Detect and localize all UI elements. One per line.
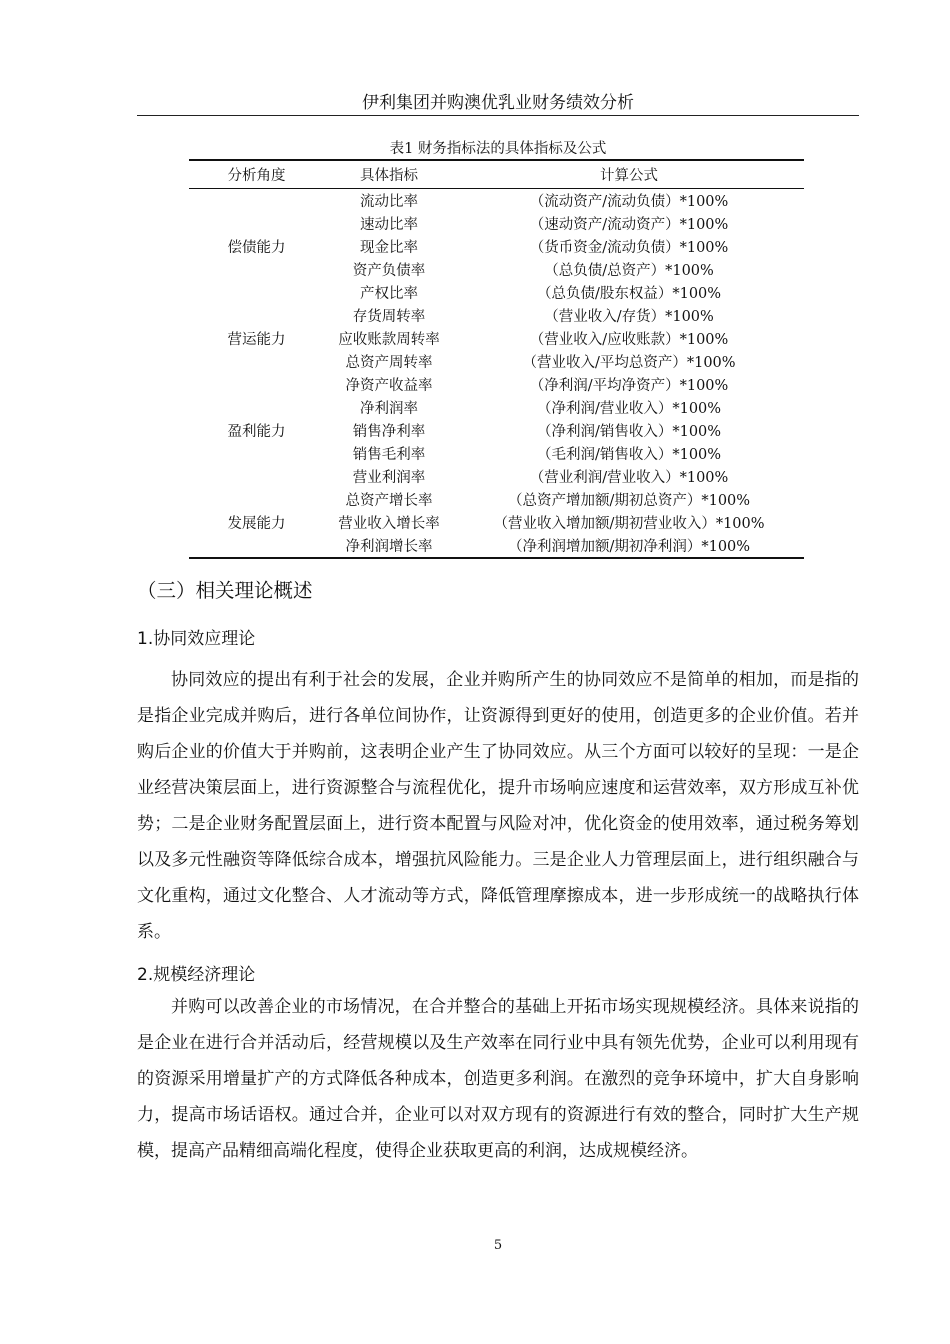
formula-cell: （流动资产/流动负债）*100% (529, 194, 729, 210)
table-header-row (189, 160, 804, 189)
column-header: 具体指标 (324, 160, 454, 189)
formula-cell: （净利润/销售收入）*100% (536, 424, 722, 440)
formula-cell: （净利润/营业收入）*100% (536, 401, 722, 417)
page-number: 5 (493, 1238, 503, 1253)
table-row (189, 189, 804, 213)
indicator-cell: 流动比率 (360, 194, 418, 210)
formula-cell: （营业收入增加额/期初营业收入）*100% (493, 516, 765, 532)
subsection-heading: 1.协同效应理论 (137, 629, 256, 649)
indicator-cell: 净利润率 (360, 401, 418, 417)
formula-cell: （货币资金/流动负债）*100% (529, 240, 729, 256)
running-header: 伊利集团并购澳优乳业财务绩效分析 (362, 93, 634, 113)
indicator-cell: 净利润增长率 (345, 539, 433, 555)
indicator-cell: 销售净利率 (352, 424, 426, 440)
formula-cell: （总负债/股东权益）*100% (536, 286, 722, 302)
indicator-cell: 资产负债率 (352, 263, 426, 279)
indicator-cell: 总资产周转率 (345, 355, 433, 371)
table-row (189, 488, 804, 511)
formula-cell: （毛利润/销售收入）*100% (536, 447, 722, 463)
formula-cell: （净利润增加额/期初净利润）*100% (507, 539, 751, 555)
formula-cell: （速动资产/流动资产）*100% (529, 217, 729, 233)
category-cell: 营运能力 (227, 332, 286, 348)
formula-cell: （总资产增加额/期初总资产）*100% (507, 493, 751, 509)
formula-cell: （营业收入/平均总资产）*100% (522, 355, 736, 371)
formula-cell: （总负债/总资产）*100% (544, 263, 714, 279)
indicator-cell: 现金比率 (360, 240, 418, 256)
financial-indicator-table (189, 159, 804, 559)
formula-cell: （营业利润/营业收入）*100% (529, 470, 729, 486)
indicator-cell: 销售毛利率 (352, 447, 426, 463)
header-rule (137, 115, 859, 116)
indicator-cell: 总资产增长率 (345, 493, 433, 509)
category-cell: 发展能力 (227, 516, 286, 532)
indicator-cell: 营业收入增长率 (338, 516, 440, 532)
indicator-cell: 净资产收益率 (345, 378, 433, 394)
table-body (189, 189, 804, 559)
category-cell: 盈利能力 (227, 424, 286, 440)
section-heading: （三）相关理论概述 (137, 579, 313, 602)
subsection-heading: 2.规模经济理论 (137, 965, 256, 985)
body-paragraph: 协同效应的提出有利于社会的发展，企业并购所产生的协同效应不是简单的相加，而是指的是指企业完成并购后，进行各单位间协作，让资源得到更好的使用，创造更多的企业价值。若并购后企业的价值大于并购前，这表明企业产生了协同效应。从三个方面可以较好的呈现：一是企业经营决策层面上，进行资源整合与流程优化，提升市场响应速度和运营效率，双方形成互补优势；二是企业财务配置层面上，进行资本配置与风险对冲，优化资金的使用效率，通过税务筹划以及多元性融资等降低综合成本，增强抗风险能力。三是企业人力管理层面上，进行组织融合与文化重构，通过文化整合、人才流动等方式，降低管理摩擦成本，进一步形成统一的战略执行体系。 (137, 670, 859, 942)
column-header: 计算公式 (454, 160, 804, 189)
table-caption: 表1 财务指标法的具体指标及公式 (389, 141, 607, 157)
column-header: 分析角度 (189, 160, 324, 189)
table-row (189, 373, 804, 396)
indicator-cell: 速动比率 (360, 217, 418, 233)
formula-cell: （营业收入/应收账款）*100% (529, 332, 729, 348)
indicator-cell: 产权比率 (360, 286, 418, 302)
body-paragraph: 并购可以改善企业的市场情况，在合并整合的基础上开拓市场实现规模经济。具体来说指的是企业在进行合并活动后，经营规模以及生产效率在同行业中具有领先优势，企业可以利用现有的资源采用增量扩产的方式降低各种成本，创造更多利润。在激烈的竞争环境中，扩大自身影响力，提高市场话语权。通过合并，企业可以对双方现有的资源进行有效的整合，同时扩大生产规模，提高产品精细高端化程度，使得企业获取更高的利润，达成规模经济。 (137, 997, 859, 1161)
indicator-cell: 存货周转率 (352, 309, 426, 325)
indicator-cell: 营业利润率 (352, 470, 426, 486)
table-row (189, 304, 804, 327)
formula-cell: （营业收入/存货）*100% (544, 309, 714, 325)
formula-cell: （净利润/平均净资产）*100% (529, 378, 729, 394)
category-cell: 偿债能力 (227, 240, 286, 256)
indicator-cell: 应收账款周转率 (338, 332, 440, 348)
